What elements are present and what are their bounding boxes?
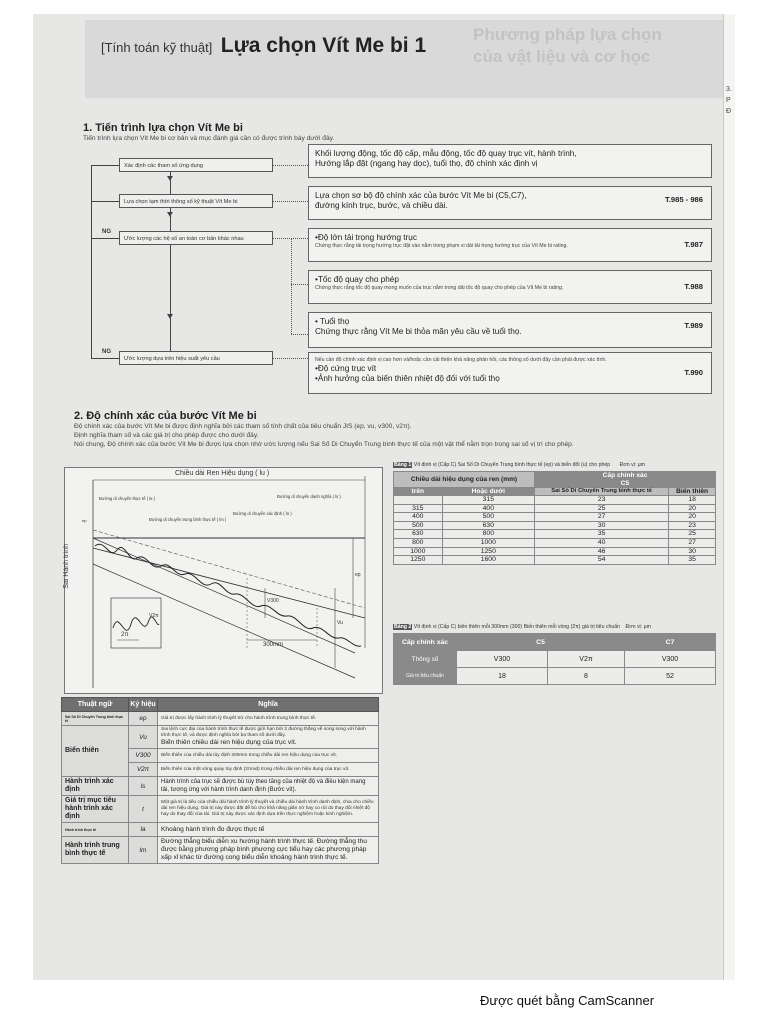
detail-box-4: •Tốc độ quay cho phép Chứng thực rằng tốc độ quay mong muốn của trục nằm trong dải tốc độ quay cho phép của Vít Me bi rating. T.988: [308, 270, 712, 304]
dotted-connector: [273, 201, 308, 202]
table-row: 315 400 25 20: [394, 504, 716, 513]
flow-feedback-ng1: [91, 238, 119, 239]
bleed-through-text: Phương pháp lựa chọn của vật liệu và cơ học: [473, 25, 662, 66]
table-row: Hành trình thực tế la Khoảng hành trình đo được thực tế: [62, 823, 379, 837]
section1-subtitle: Tiến trình lựa chọn Vít Me bi cơ bản và mục đánh giá cần có được trình bày dưới đây.: [83, 135, 335, 142]
table3-header: Thuật ngữ: [62, 698, 129, 712]
table1-header: trên: [394, 488, 443, 496]
flow-step-3: Ước lượng các hệ số an toàn cơ bản khác nhau: [119, 231, 273, 245]
table-row: V2π Biến thiên của một vòng quay tùy định (2πrad) trong chiều dài ren hiệu dụng của trục vít.: [62, 763, 379, 777]
table-row: 800 1000 40 27: [394, 538, 716, 547]
table-row: 400 500 27 20: [394, 513, 716, 522]
figure-inset-box: [111, 598, 161, 648]
table-row: Giá trị mục tiêu hành trình xác định t Một giá trị là tiêu của chiều dài hành trình lý thuyết và chiều dài hành trình danh định, chia cho chiều dài ren hiệu dụng. Giá trị này được đặt để bù cho khả năng giãn nở hay co rút do thay đổi nhiệt độ hay do thay đổi của tải. Giá trị này được xác định dựa trên thực nghiệm hoặc kinh nghiệm.: [62, 796, 379, 823]
table-row: Giá trị tiêu chuẩn 18 8 52: [394, 668, 716, 685]
detail-box-2: Lựa chọn sơ bộ độ chính xác của bước Vít Me bi (C5,C7), đường kính trục, bước, và chiều dài. T.985 - 986: [308, 186, 712, 220]
table1-header: Cấp chính xác: [535, 472, 716, 480]
figure-left-label: Sai Hành trình: [63, 544, 70, 589]
table-row: Thông số V300 V2π V300: [394, 651, 716, 668]
table2-header: C7: [625, 634, 716, 651]
table1-lead-accuracy: [393, 471, 716, 565]
section2-paragraph: Nói chung, Độ chính xác của bước Vít Me bi được lựa chọn nhờ ước lượng nếu Sai Số Di Chuyển Trung bình thực tế của một vật thể nằm trọn trong sai số vị trí cho phép.: [74, 441, 574, 448]
table3-header: Ký hiệu: [129, 698, 158, 712]
figure-label-mean: Đường di chuyển trung bình thực tế ( lm ): [149, 517, 227, 522]
arrow-down-icon: [167, 176, 173, 181]
figure-label-vu: Vu: [337, 620, 343, 626]
ng-label: NG: [102, 349, 111, 355]
dotted-connector: [273, 358, 308, 359]
arrow-down-icon: [167, 314, 173, 319]
page-title: [101, 34, 426, 58]
figure-top-label: Chiều dài Ren Hiệu dụng ( lu ): [175, 470, 270, 477]
dotted-connector: [291, 334, 308, 335]
figure-label-target: Đường di chuyển xác định ( lo ): [233, 511, 292, 516]
table1-header: Chiều dài hiệu dụng của ren (mm): [394, 472, 535, 488]
dotted-connector: [291, 284, 308, 285]
table-row: 315 23 18: [394, 496, 716, 505]
section2-heading: 2. Độ chính xác của bước Vít Me bi: [74, 410, 257, 422]
figure-band-upper: [93, 538, 355, 653]
table-row: Hành trình xác định ls Hành trình của trục sẽ được bù tùy theo tăng của nhiệt độ và điều kiện mang tải, tương ứng với hành trình danh định (Bước vít).: [62, 777, 379, 796]
section1-heading: 1. Tiến trình lựa chọn Vít Me bi: [83, 122, 243, 134]
figure-label-ep: ep: [355, 572, 361, 578]
flow-step-1: Xác định các tham số ứng dụng: [119, 158, 273, 172]
arrow-down-icon: [167, 212, 173, 217]
ng-label: NG: [102, 229, 111, 235]
table-row: 500 630 30 23: [394, 521, 716, 530]
table1-header: Hoặc dưới: [442, 488, 534, 496]
table-row: V300 Biến thiên của chiều dài tùy định 300mm trong chiều dài ren hiệu dụng của trục vít.: [62, 749, 379, 763]
detail-box-3: •Độ lớn tải trọng hướng trục Chứng thực rằng tải trọng hướng trục đặt vào nằm trong phạm vi dải tải trọng hướng trục của Vít Me bi rating. T.987: [308, 228, 712, 262]
table1-header: C5: [535, 480, 716, 488]
detail-box-1: Khối lượng động, tốc độ cấp, mẫu động, tốc độ quay trục vít, hành trình, Hướng lắp đặt (ngang hay dọc), tuổi thọ, độ chính xác định vị: [308, 144, 712, 178]
page-ref: T.989: [684, 321, 703, 330]
table2-variation: [393, 633, 716, 685]
scanner-footer: Được quét bằng CamScanner: [480, 993, 655, 1008]
flow-step-4: Ước lượng dựa trên hiệu suất yêu cầu: [119, 351, 273, 365]
table3-terminology: [61, 697, 379, 864]
detail-box-5: • Tuổi thọ Chứng thực rằng Vít Me bi thỏa mãn yêu cầu về tuổi thọ. T.989: [308, 312, 712, 348]
next-page-text: 3. P Đ: [726, 86, 732, 115]
table-row: 1000 1250 46 30: [394, 547, 716, 556]
table2-header: C5: [457, 634, 625, 651]
page-ref: T.990: [684, 368, 703, 377]
flow-feedback-mid: [91, 201, 119, 202]
table-row: 630 800 35 25: [394, 530, 716, 539]
figure-label-2pi: 2π: [121, 632, 129, 638]
title-tag: [Tính toán kỹ thuật]: [101, 40, 213, 55]
flow-feedback-top: [91, 165, 119, 166]
table1-caption: Bảng 1 Vít định vị (Cấp C) Sai Số Di Chuyển Trung bình thực tế (ep) và biến đổi (u) cho phép Đơn vị: µm: [394, 462, 646, 468]
dotted-connector: [273, 165, 308, 166]
table-row: 1250 1600 54 35: [394, 556, 716, 565]
page-ref: T.987: [684, 240, 703, 249]
flow-feedback-line: [91, 165, 92, 358]
page-ref: T.988: [684, 282, 703, 291]
table1-header: Biến thiên: [669, 488, 716, 496]
flow-feedback-ng2: [91, 358, 119, 359]
figure-left-unit: ep: [82, 518, 87, 523]
section2-paragraph: Độ chính xác của bước Vít Me bi được định nghĩa bởi các tham số tính chất của tiêu chuẩn JIS (ep, vu, v300, v2π).: [74, 423, 412, 430]
table-row: Biến thiên Vu Sai lệch cực đại của hành trình thực tế được giới hạn bởi 2 đường thẳng về song song với hành trình thực tế, và được định nghĩa bởi ba tham số dưới đây. Biến thiên chiều dài ren hiệu dụng của trục vít.: [62, 726, 379, 749]
section2-paragraph: Định nghĩa tham số và các giá trị cho phép được cho dưới đây.: [74, 432, 259, 439]
figure-label-v2pi: V2π: [149, 613, 159, 619]
flow-step-2: Lựa chọn tạm thời thông số kỹ thuật Vít Me bi: [119, 194, 273, 208]
table1-header: Sai Số Di Chuyển Trung bình thực tế: [535, 488, 669, 496]
table-row: Sai Số Di Chuyển Trung bình thực tế ep Giá trị được lấy hành trình lý thuyết trừ cho hành trình trung bình thực tế.: [62, 712, 379, 726]
figure-label-nominal: Đường di chuyển danh nghĩa ( ls ): [277, 494, 341, 499]
page-ref: T.985 - 986: [665, 195, 703, 204]
title-main: Lựa chọn Vít Me bi 1: [220, 34, 427, 57]
figure-target-line: [93, 530, 365, 608]
figure-label-300mm: 300mm: [263, 642, 284, 648]
detail-box-6: Nếu cần độ chính xác định vị cao hơn và/hoặc cần cải thiện khả năng phản hồi, các thông số dưới đây cần phải được xác tính. •Độ cứng trục vít •Ảnh hưởng của biến thiên nhiệt độ đối với tuổi thọ T.990: [308, 352, 712, 394]
dotted-connector: [291, 238, 292, 334]
figure-label-actual: Đường di chuyển thực tế ( la ): [99, 496, 156, 501]
figure-label-v300: V300: [267, 598, 279, 604]
next-page-edge: [723, 14, 735, 980]
table2-header: Cấp chính xác: [394, 634, 457, 651]
table-row: Hành trình trung bình thực tế lm Đường thẳng biểu diễn xu hướng hành trình thực tế. Đường thẳng thu được bằng phương pháp bình phương cực tiểu hay các phương pháp xấp xỉ khác từ đường cong biểu diễn khoảng hành trình thực tế.: [62, 837, 379, 864]
lead-error-diagram: [65, 468, 382, 693]
table2-caption: Bảng 2 Vít định vị (Cấp C) biến thiên mỗi 300mm (300) Biến thiên mỗi vòng (2π) giá trị tiêu chuẩn Đơn vị: µm: [394, 624, 651, 630]
lead-error-figure: [64, 467, 383, 694]
table3-header: Nghĩa: [158, 698, 379, 712]
